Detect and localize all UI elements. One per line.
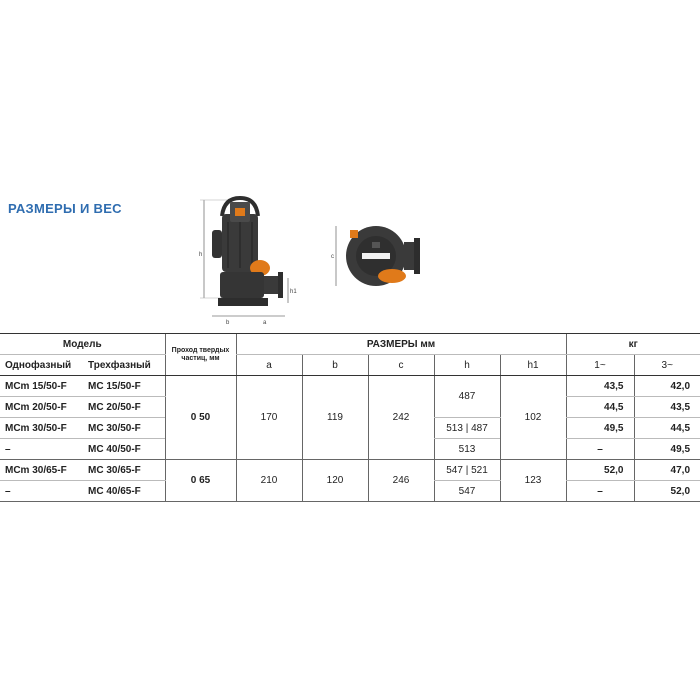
dim-h-value: 513 xyxy=(434,439,500,460)
model-three-phase: MC 30/50-F xyxy=(83,418,165,439)
header-weight-3ph: 3~ xyxy=(634,355,700,376)
dim-c-value: 246 xyxy=(368,460,434,502)
passage-value: 0 65 xyxy=(165,460,236,502)
header-h: h xyxy=(434,355,500,376)
model-three-phase: MC 40/50-F xyxy=(83,439,165,460)
header-c: c xyxy=(368,355,434,376)
table-row xyxy=(0,376,700,397)
model-three-phase: MC 20/50-F xyxy=(83,397,165,418)
weight-1ph: 44,5 xyxy=(566,397,634,418)
dim-h-value: 547 xyxy=(434,481,500,502)
section-title: РАЗМЕРЫ И ВЕС xyxy=(8,201,122,216)
header-h1: h1 xyxy=(500,355,566,376)
model-single-phase: – xyxy=(0,439,83,460)
header-single-phase: Однофазный xyxy=(0,355,83,376)
header-b: b xyxy=(302,355,368,376)
pump-top-view-drawing xyxy=(328,218,428,293)
dim-c-value: 242 xyxy=(368,376,434,460)
dim-h1-label: h1 xyxy=(290,289,297,295)
pump-side-view-drawing xyxy=(190,188,310,333)
dim-b-label: b xyxy=(226,320,230,326)
model-three-phase: MC 40/65-F xyxy=(83,481,165,502)
header-passage: Проход твердых частиц, мм xyxy=(165,334,236,376)
model-single-phase: MCm 30/50-F xyxy=(0,418,83,439)
dimensions-weight-table xyxy=(0,333,700,502)
dim-h1-value: 123 xyxy=(500,460,566,502)
weight-3ph: 44,5 xyxy=(634,418,700,439)
dim-c-label: c xyxy=(331,254,334,260)
model-single-phase: MCm 15/50-F xyxy=(0,376,83,397)
model-three-phase: MC 15/50-F xyxy=(83,376,165,397)
weight-3ph: 43,5 xyxy=(634,397,700,418)
header-three-phase: Трехфазный xyxy=(83,355,165,376)
header-weight-1ph: 1~ xyxy=(566,355,634,376)
model-single-phase: MCm 20/50-F xyxy=(0,397,83,418)
passage-value: 0 50 xyxy=(165,376,236,460)
weight-1ph: 49,5 xyxy=(566,418,634,439)
dim-h1-value: 102 xyxy=(500,376,566,460)
model-three-phase: MC 30/65-F xyxy=(83,460,165,481)
weight-3ph: 47,0 xyxy=(634,460,700,481)
dim-b-value: 120 xyxy=(302,460,368,502)
weight-3ph: 52,0 xyxy=(634,481,700,502)
dim-a-label: a xyxy=(263,320,267,326)
weight-1ph: – xyxy=(566,439,634,460)
dim-h-value: 547 | 521 xyxy=(434,460,500,481)
header-dimensions: РАЗМЕРЫ мм xyxy=(236,334,566,355)
dim-a-value: 210 xyxy=(236,460,302,502)
header-weight: кг xyxy=(566,334,700,355)
table-row xyxy=(0,460,700,481)
weight-1ph: – xyxy=(566,481,634,502)
dim-h-value: 513 | 487 xyxy=(434,418,500,439)
weight-3ph: 42,0 xyxy=(634,376,700,397)
dim-a-value: 170 xyxy=(236,376,302,460)
weight-3ph: 49,5 xyxy=(634,439,700,460)
dim-b-value: 119 xyxy=(302,376,368,460)
dim-h-value: 487 xyxy=(434,376,500,418)
weight-1ph: 43,5 xyxy=(566,376,634,397)
model-single-phase: – xyxy=(0,481,83,502)
model-single-phase: MCm 30/65-F xyxy=(0,460,83,481)
weight-1ph: 52,0 xyxy=(566,460,634,481)
dim-h-label: h xyxy=(199,252,203,258)
header-a: a xyxy=(236,355,302,376)
header-model: Модель xyxy=(0,334,165,355)
